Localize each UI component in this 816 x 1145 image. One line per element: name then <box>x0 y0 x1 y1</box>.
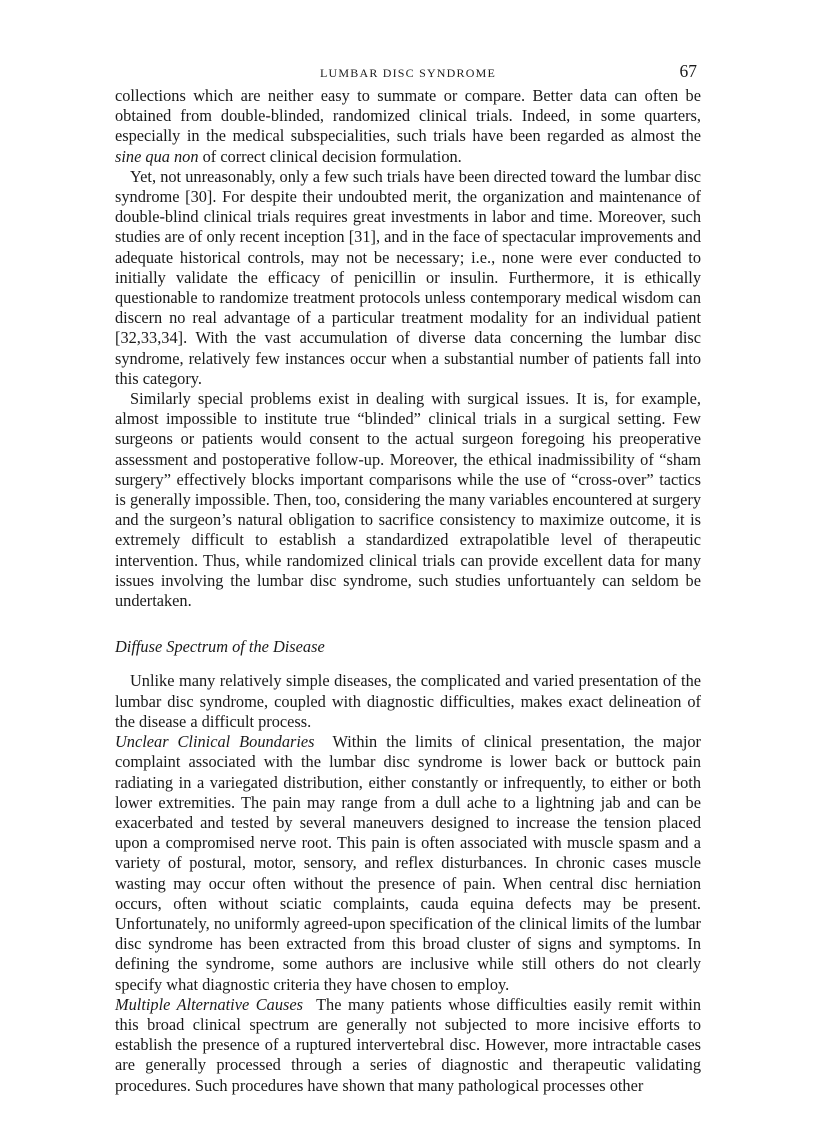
paragraph-6-text: The many patients whose difficulties easily remit within this broad clinical spectrum are generally not subjected to more incisive efforts to establish the presence of a ruptured intervertebral disc. However, more intractable cases are generally processed through a series of diagnostic and therapeutic validating procedures. Such procedures have shown that many pathological processes other <box>115 994 702 1095</box>
paragraph-6 <box>115 995 701 1096</box>
paragraph-1-text-a: collections which are neither easy to summate or compare. Better data can often be obtained from double-blinded, randomized clinical trials. Indeed, in some quarters, especially in the medical subspecialities, such trials have been regarded as almost the <box>115 86 701 146</box>
body-text <box>115 86 701 1096</box>
paragraph-5-text: Within the limits of clinical presentation, the major complaint associated with the lumbar disc syndrome is lower back or buttock pain radiating in a variegated distribution, either constantly or infrequently, to either or both lower extremities. The pain may range from a dull ache to a lightning jab and can be exacerbated and tested by several maneuvers designed to increase the tension placed upon a compromised nerve root. This pain is often associated with muscle spasm and a variety of postural, motor, sensory, and reflex disturbances. In chronic cases muscle wasting may occur often without the presence of pain. When central disc herniation occurs, often without sciatic complaints, cauda equina defects may be present. Unfortunately, no uniformly agreed-upon specification of the clinical limits of the lumbar disc syndrome has been extracted from this broad cluster of signs and symptoms. In defining the syndrome, some authors are inclusive while still others do not clearly specify what diagnostic criteria they have chosen to employ. <box>115 732 702 994</box>
page-number: 67 <box>679 61 697 81</box>
paragraph-2: Yet, not unreasonably, only a few such trials have been directed toward the lumbar disc syndrome [30]. For despite their undoubted merit, the organization and maintenance of double-blind clinical trials requires great investments in labor and time. Moreover, such studies are of only recent inception [31], and in the face of spectacular improvements and adequate historical controls, may not be necessary; i.e., none were ever conducted to initially validate the efficacy of penicillin or insulin. Furthermore, it is ethically questionable to randomize treatment protocols unless contemporary medical wisdom can discern no real advantage of a particular treatment modality for an individual patient [32,33,34]. With the vast accumulation of diverse data concerning the lumbar disc syndrome, relatively few instances occur when a substantial number of patients fall into this category. <box>115 166 701 388</box>
paragraph-1-emphasis: sine qua non <box>115 146 199 166</box>
book-page <box>115 60 701 1096</box>
paragraph-1-text-b: of correct clinical decision formulation. <box>198 146 462 166</box>
paragraph-1 <box>115 86 701 167</box>
running-title: LUMBAR DISC SYNDROME <box>319 66 497 80</box>
paragraph-3: Similarly special problems exist in dealing with surgical issues. It is, for example, almost impossible to institute true “blinded” clinical trials in a surgical setting. Few surgeons or patients would consent to the actual surgeon foregoing his preoperative assessment and postoperative follow-up. Moreover, the ethical inadmissibility of “sham surgery” effectively blocks important comparisons while the use of “cross-over” tactics is generally impossible. Then, too, considering the many variables encountered at surgery and the surgeon’s natural obligation to sacrifice consistency to maximize outcome, it is extremely difficult to establish a standardized extrapolatible level of therapeutic intervention. Thus, while randomized clinical trials can provide excellent data for many issues involving the lumbar disc syndrome, such studies unfortuantely can seldom be undertaken. <box>115 389 701 611</box>
subheading-unclear-clinical-boundaries: Unclear Clinical Boundaries <box>115 732 315 752</box>
paragraph-5 <box>115 732 701 995</box>
section-heading: Diffuse Spectrum of the Disease <box>115 637 325 657</box>
subheading-multiple-alternative-causes: Multiple Alternative Causes <box>115 994 303 1014</box>
paragraph-4: Unlike many relatively simple diseases, the complicated and varied presentation of the lumbar disc syndrome, coupled with diagnostic difficulties, makes exact delineation of the disease a difficult process. <box>115 671 701 731</box>
running-head <box>115 60 701 86</box>
